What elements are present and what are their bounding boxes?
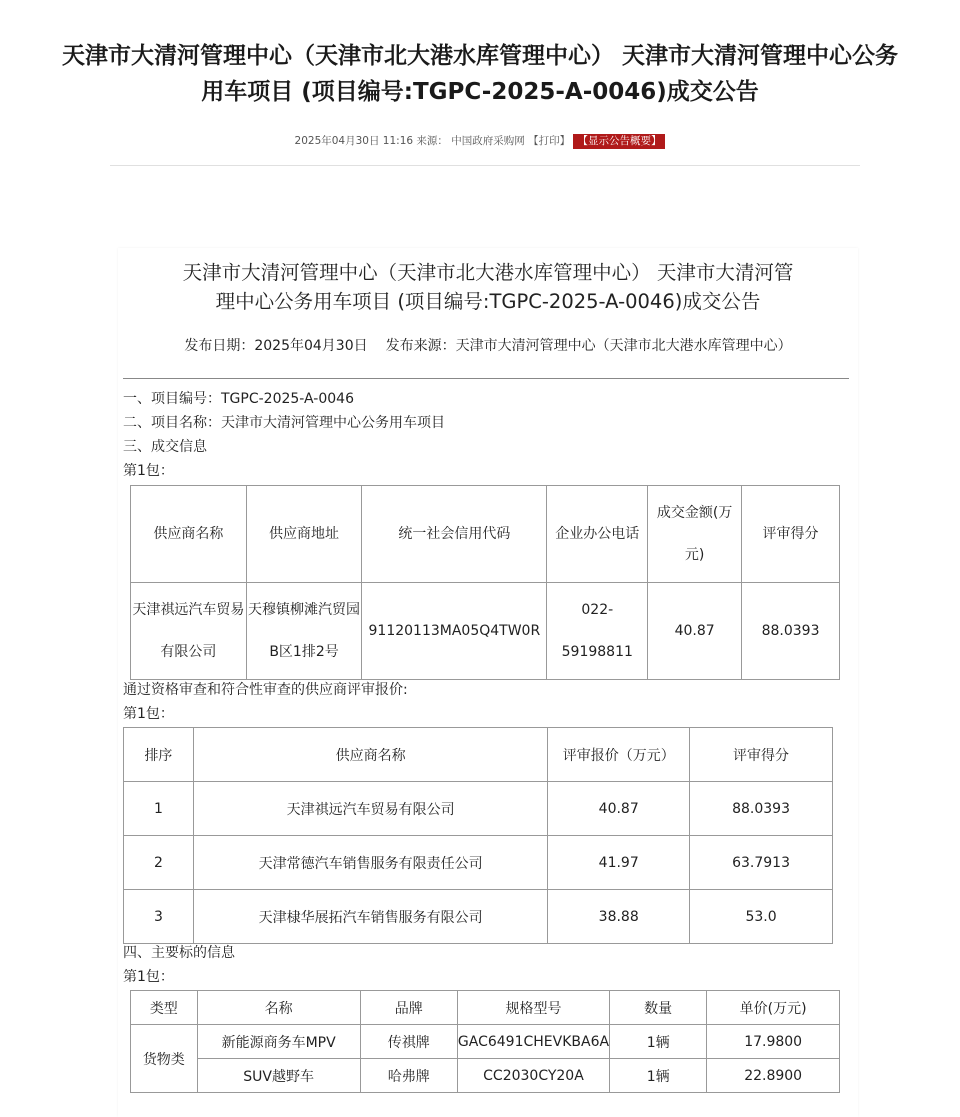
pass-review-heading: 通过资格审查和符合性审查的供应商评审报价:: [123, 682, 408, 698]
page-title: [0, 38, 960, 110]
item-brand: 传祺牌: [360, 1025, 457, 1059]
page-title-line1: 天津市大清河管理中心（天津市北大港水库管理中心） 天津市大清河管理中心公务: [61, 43, 898, 69]
item-model: CC2030CY20A: [457, 1059, 609, 1093]
package-label: 第1包：: [123, 706, 174, 722]
review-score: 88.0393: [690, 782, 833, 836]
column-header: 统一社会信用代码: [362, 486, 547, 583]
show-summary-button[interactable]: 【显示公告概要】: [573, 134, 665, 149]
item-category: 货物类: [131, 1025, 198, 1093]
document-title: [118, 258, 858, 316]
table-row: [124, 836, 833, 890]
supplier-address: 天穆镇柳滩汽贸园B区1排2号: [246, 583, 362, 680]
package-label: 第1包：: [123, 969, 174, 985]
table-row: [124, 782, 833, 836]
item-name: SUV越野车: [197, 1059, 360, 1093]
column-header: 评审得分: [742, 486, 840, 583]
deal-info-table: [130, 485, 840, 680]
column-header: 评审报价（万元）: [548, 728, 690, 782]
column-header: 供应商名称: [193, 728, 547, 782]
credit-code: 91120113MA05Q4TW0R: [362, 583, 547, 680]
source-name: 中国政府采购网: [451, 135, 525, 147]
column-header: 成交金额(万元): [648, 486, 742, 583]
table-row: [131, 583, 840, 680]
main-items-table: [130, 990, 840, 1093]
announcement-document: [118, 248, 858, 1117]
document-meta: [118, 335, 858, 355]
source-label: 来源：: [416, 135, 448, 147]
column-header: 企业办公电话: [547, 486, 648, 583]
package-label: 第1包：: [123, 463, 174, 479]
article-meta: [0, 133, 960, 149]
item-quantity: 1辆: [610, 1025, 707, 1059]
column-header: 品牌: [360, 991, 457, 1025]
review-score: 88.0393: [742, 583, 840, 680]
table-header-row: [131, 991, 840, 1025]
page-title-line2: 用车项目 (项目编号:TGPC-2025-A-0046)成交公告: [201, 79, 759, 105]
bid-price-table: [123, 727, 833, 944]
column-header: 名称: [197, 991, 360, 1025]
supplier-name: 天津棣华展拓汽车销售服务有限公司: [193, 890, 547, 944]
table-row: [131, 1025, 840, 1059]
column-header: 类型: [131, 991, 198, 1025]
column-header: 评审得分: [690, 728, 833, 782]
item-unit-price: 22.8900: [707, 1059, 840, 1093]
column-header: 单价(万元): [707, 991, 840, 1025]
rank: 1: [124, 782, 194, 836]
item-name: 新能源商务车MPV: [197, 1025, 360, 1059]
deal-info-heading: 三、成交信息: [123, 439, 207, 455]
bid-price: 41.97: [548, 836, 690, 890]
supplier-name: 天津常德汽车销售服务有限责任公司: [193, 836, 547, 890]
rank: 3: [124, 890, 194, 944]
column-header: 排序: [124, 728, 194, 782]
main-items-heading: 四、主要标的信息: [123, 945, 235, 961]
column-header: 规格型号: [457, 991, 609, 1025]
office-phone: 022-59198811: [547, 583, 648, 680]
bid-price: 40.87: [548, 782, 690, 836]
publish-time: 2025年04月30日 11:16: [294, 135, 414, 147]
review-score: 53.0: [690, 890, 833, 944]
deal-amount: 40.87: [648, 583, 742, 680]
print-link[interactable]: 【打印】: [528, 135, 571, 147]
item-model: GAC6491CHEVKBA6A: [457, 1025, 609, 1059]
column-header: 数量: [610, 991, 707, 1025]
table-header-row: [124, 728, 833, 782]
item-brand: 哈弗牌: [360, 1059, 457, 1093]
project-number: 一、项目编号：TGPC-2025-A-0046: [123, 391, 354, 407]
document-title-line1: 天津市大清河管理中心（天津市北大港水库管理中心） 天津市大清河管: [182, 261, 794, 284]
document-divider: [123, 378, 849, 379]
table-row: [131, 1059, 840, 1093]
header-divider: [110, 165, 860, 166]
project-name: 二、项目名称：天津市大清河管理中心公务用车项目: [123, 415, 445, 431]
supplier-name: 天津祺远汽车贸易有限公司: [193, 782, 547, 836]
review-score: 63.7913: [690, 836, 833, 890]
supplier-name: 天津祺远汽车贸易有限公司: [131, 583, 247, 680]
publish-date: 发布日期：2025年04月30日: [184, 338, 368, 354]
column-header: 供应商地址: [246, 486, 362, 583]
table-header-row: [131, 486, 840, 583]
table-row: [124, 890, 833, 944]
item-unit-price: 17.9800: [707, 1025, 840, 1059]
column-header: 供应商名称: [131, 486, 247, 583]
document-title-line2: 理中心公务用车项目 (项目编号:TGPC-2025-A-0046)成交公告: [215, 290, 761, 313]
rank: 2: [124, 836, 194, 890]
publish-source: 发布来源：天津市大清河管理中心（天津市北大港水库管理中心）: [385, 338, 792, 354]
item-quantity: 1辆: [610, 1059, 707, 1093]
bid-price: 38.88: [548, 890, 690, 944]
